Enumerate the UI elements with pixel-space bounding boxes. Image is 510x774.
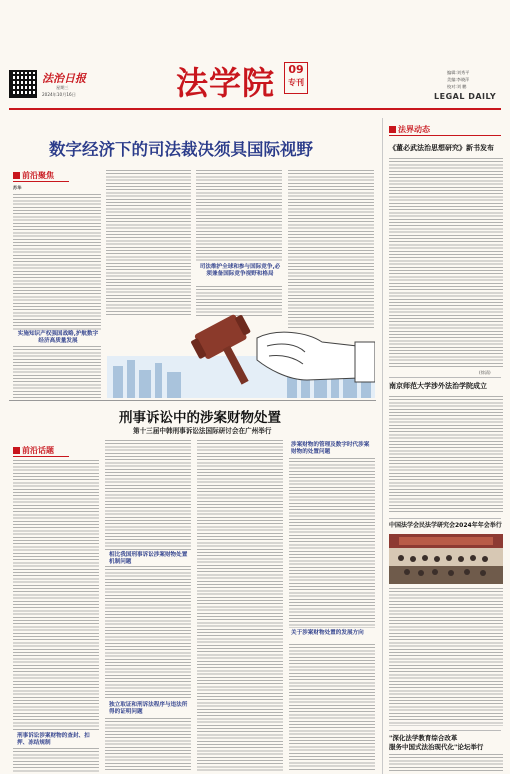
main-subhead-2: 司法维护全球和参与国际竞争,必须兼备国际竞争视野和格局: [199, 264, 281, 277]
second-subhead-1: 涉案财物的管理及数字时代涉案财物的处置问题: [291, 442, 370, 455]
divider: [389, 730, 501, 731]
body-text: [389, 396, 503, 514]
main-section-label: 前沿聚焦: [13, 170, 54, 181]
second-subhead-3: 相比我国刑事诉讼涉案财物处置机制问题: [109, 552, 188, 565]
body-text: [105, 718, 191, 772]
sidebar-section-label: 法界动态: [389, 124, 430, 135]
sidebar-item-1-source: (徐清): [479, 370, 491, 375]
body-text: [13, 346, 101, 398]
sidebar-item-4-title-line-1: "深化法学教育综合改革: [389, 734, 458, 742]
second-subhead-5: 独立取证和刑诉法程序与违法所得的证明问题: [109, 702, 188, 715]
masthead: [0, 0, 510, 118]
second-subtitle: 第十三届中韩刑事诉讼法国际研讨会在广州举行: [133, 427, 272, 435]
section-title: 法学院: [176, 64, 276, 102]
main-headline: 数字经济下的司法裁决须具国际视野: [49, 140, 313, 159]
body-text: [289, 458, 375, 628]
second-headline: 刑事诉讼中的涉案财物处置: [119, 410, 281, 426]
gavel-illustration: [107, 268, 375, 398]
main-article: [9, 118, 376, 400]
divider: [389, 135, 501, 136]
body-text: [13, 194, 101, 330]
divider: [9, 400, 376, 401]
sidebar-item-2-title: 南京师范大学涉外法治学院成立: [389, 382, 487, 390]
body-text: [13, 460, 99, 732]
divider: [389, 518, 501, 519]
body-text: [389, 158, 503, 368]
tag-icon: [13, 447, 20, 454]
tag-icon: [389, 126, 396, 133]
editor-line-2: 美编:李晓萍: [447, 77, 470, 82]
tag-icon: [13, 172, 20, 179]
conference-photo: [389, 534, 503, 584]
date-line: 星期三: [56, 85, 69, 90]
sidebar: [382, 118, 505, 774]
body-text: [289, 644, 375, 772]
sidebar-item-1-title: 《董必武法治思想研究》新书发布: [389, 144, 494, 152]
divider: [389, 377, 501, 378]
issue-badge: [284, 62, 308, 94]
second-subhead-4: 关于涉案财物处置的发展方向: [291, 630, 364, 636]
issue-badge-number: 09: [288, 63, 304, 76]
editor-line-3: 校对:刘 鹏: [447, 84, 467, 89]
main-byline: 苏华: [13, 185, 22, 190]
english-name: LEGAL DAILY: [434, 92, 497, 101]
issue-date: 2024年10月16日: [42, 92, 76, 97]
main-subhead-1: 实施知识产权强国战略,护航数字经济高质量发展: [17, 331, 99, 344]
issue-badge-label: 专刊: [288, 78, 304, 87]
body-text: [105, 566, 191, 700]
body-text: [389, 754, 503, 772]
body-text: [196, 170, 282, 262]
second-subhead-2: 刑事诉讼涉案财物的查封、扣押、冻结规制: [17, 733, 90, 746]
second-section-label: 前沿话题: [13, 445, 54, 456]
masthead-rule: [9, 108, 501, 110]
body-text: [197, 440, 283, 772]
editor-line-1: 编辑:刘秀平: [447, 70, 470, 75]
second-article: [9, 400, 376, 774]
qr-code-icon: [9, 70, 37, 98]
body-text: [389, 588, 503, 726]
sidebar-item-4-title-line-2: 服务中国式法治现代化"论坛举行: [389, 743, 484, 751]
divider: [13, 181, 69, 182]
body-text: [105, 440, 191, 550]
paper-name: 法治日报: [42, 72, 86, 85]
body-text: [13, 748, 99, 772]
sidebar-item-3-title: 中国法学会民法学研究会2024年年会举行: [389, 522, 502, 529]
divider: [13, 456, 69, 457]
